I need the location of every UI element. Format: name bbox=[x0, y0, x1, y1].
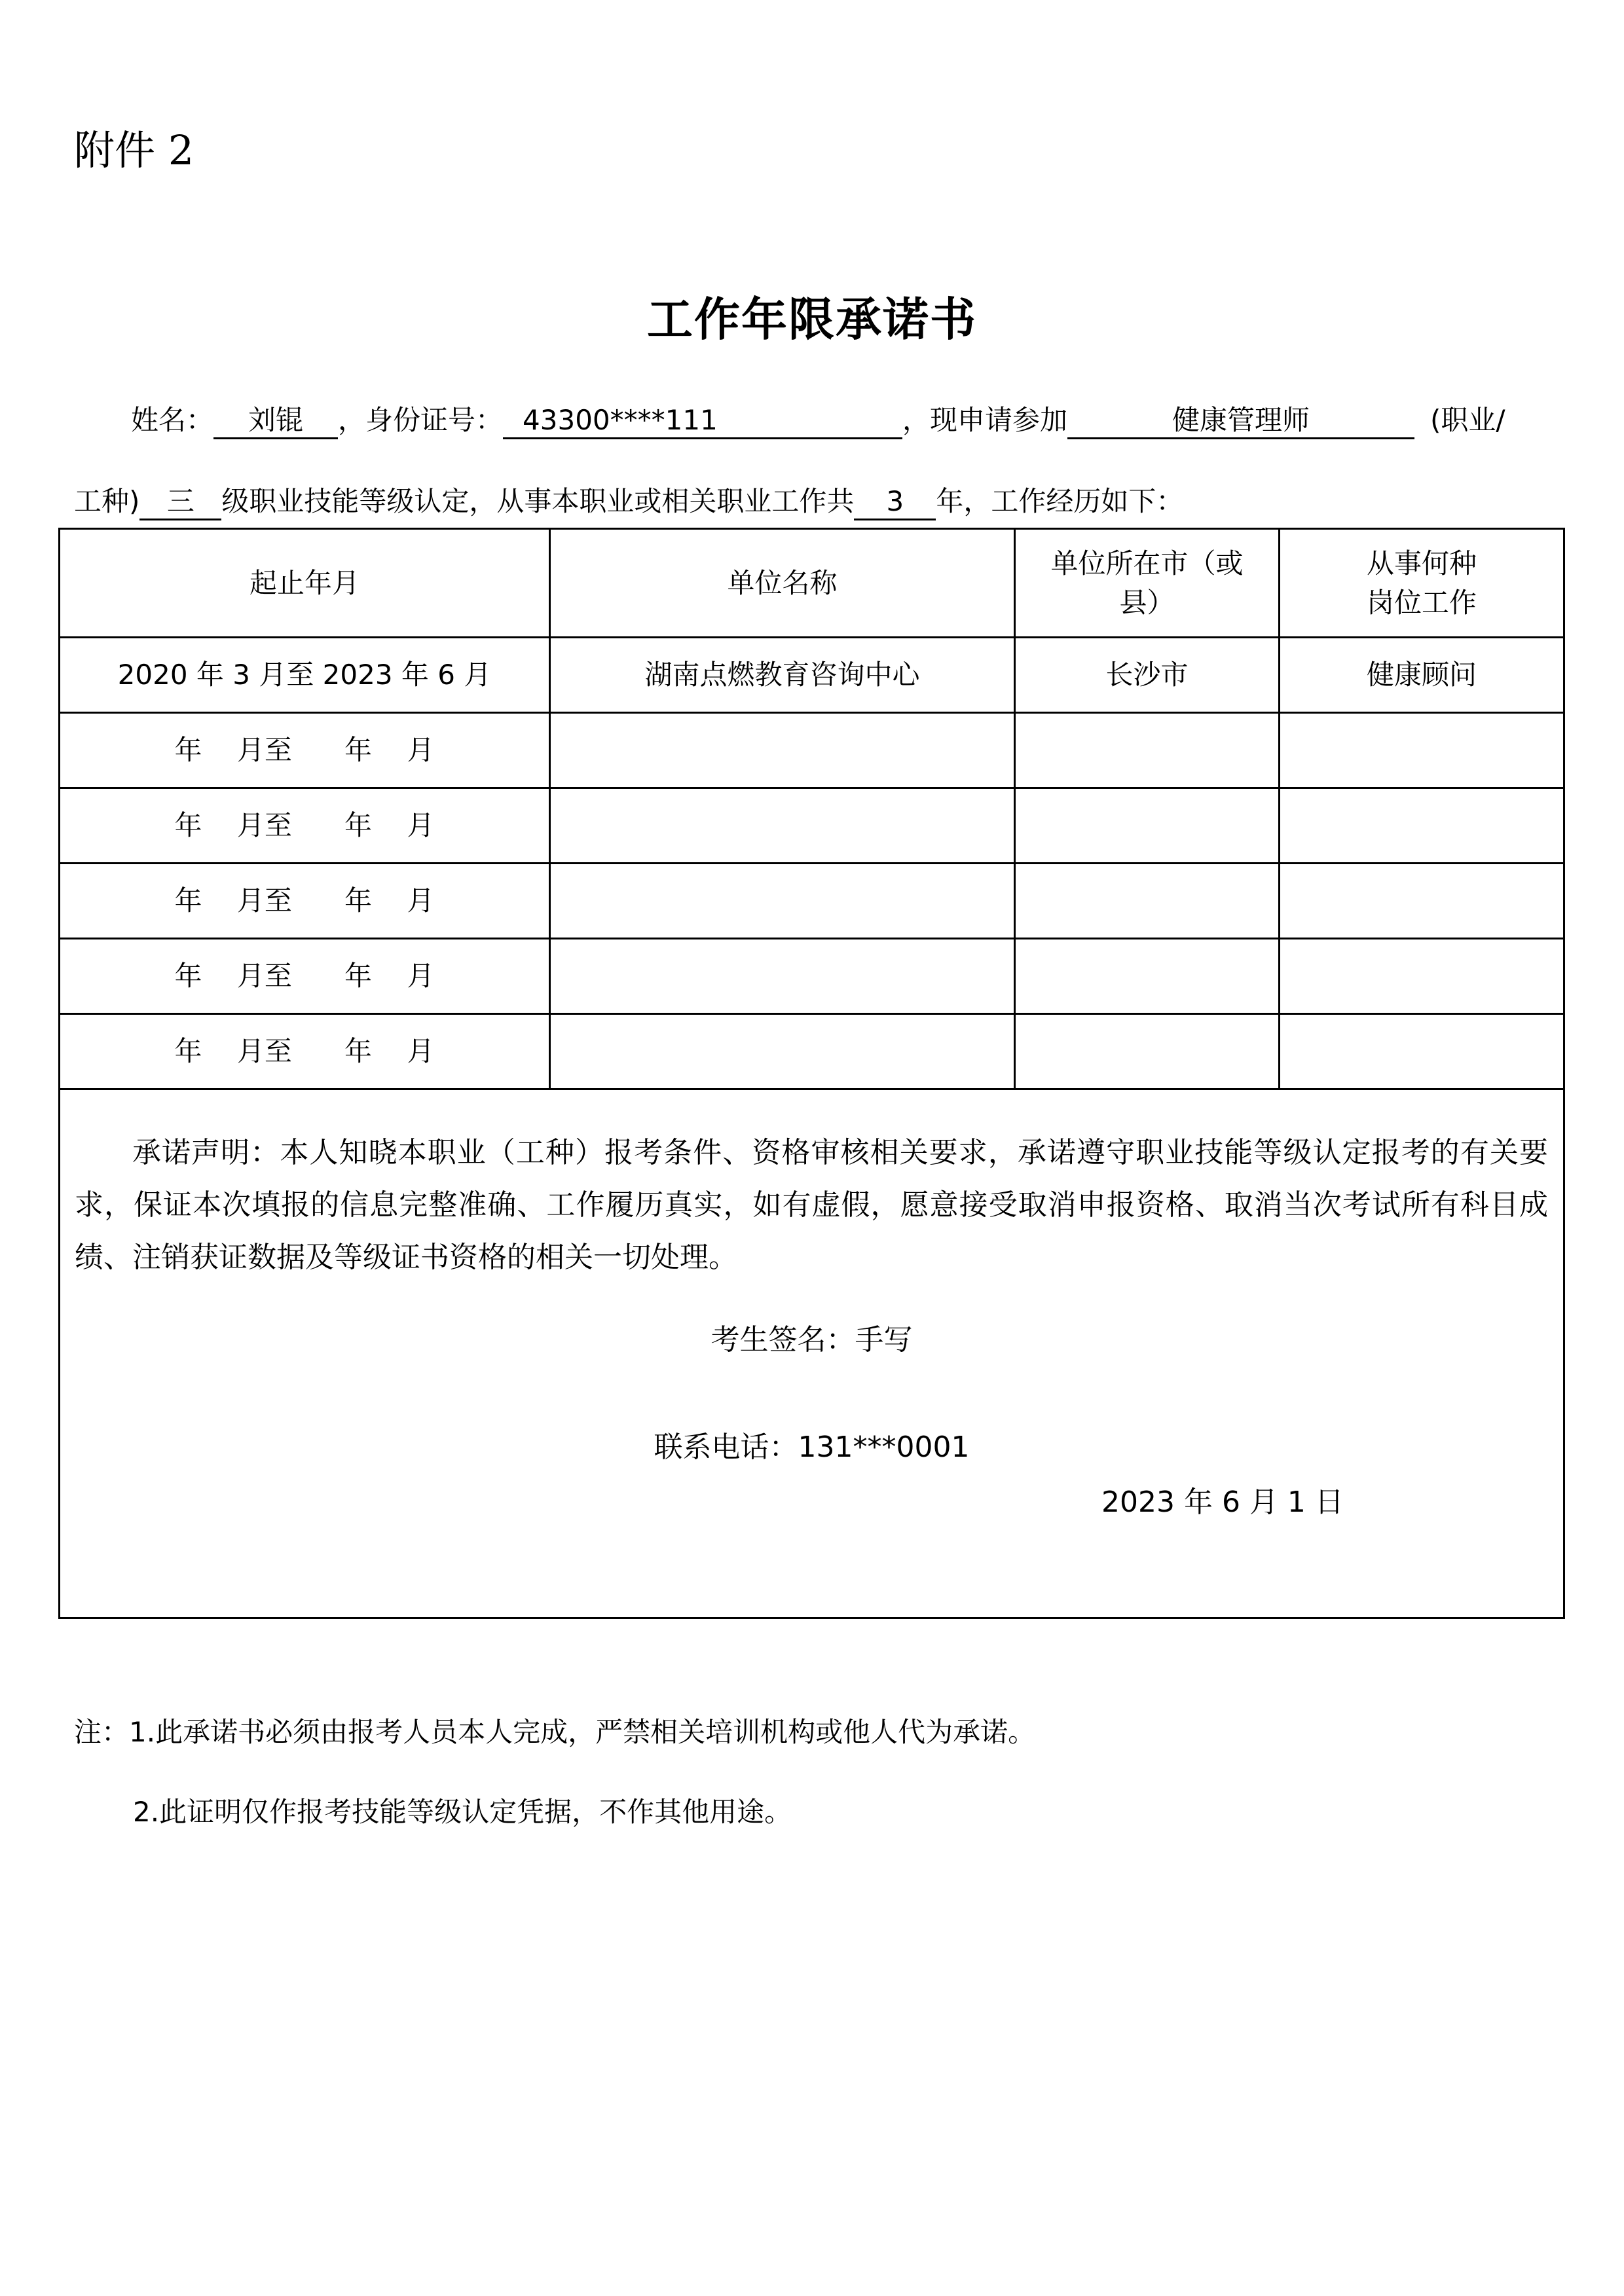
header-city: 单位所在市（或县） bbox=[1015, 529, 1280, 638]
table-row bbox=[60, 638, 1564, 713]
cell-position[interactable] bbox=[1280, 788, 1564, 864]
cell-position[interactable] bbox=[1280, 864, 1564, 939]
work-history-table bbox=[58, 528, 1565, 1619]
cell-period[interactable]: 年 月至 年 月 bbox=[60, 939, 550, 1014]
cell-period[interactable]: 年 月至 年 月 bbox=[60, 864, 550, 939]
contact-phone[interactable]: 联系电话：131***0001 bbox=[654, 1430, 970, 1464]
table-row bbox=[60, 788, 1564, 864]
cell-unit[interactable] bbox=[550, 864, 1015, 939]
table-row bbox=[60, 713, 1564, 788]
cell-city[interactable] bbox=[1015, 713, 1280, 788]
table-row bbox=[60, 939, 1564, 1014]
occupation-field[interactable]: 健康管理师 bbox=[1067, 403, 1414, 439]
header-position: 从事何种岗位工作 bbox=[1280, 529, 1564, 638]
name-label: 姓名： bbox=[131, 404, 214, 436]
pledge-statement: 承诺声明：本人知晓本职业（工种）报考条件、资格审核相关要求，承诺遵守职业技能等级认定报考的有关要求，保证本次填报的信息完整准确、工作履历真实，如有虚假，愿意接受取消申报资格、取消当次考试所有科目成绩、注销获证数据及等级证书资格的相关一切处理。 bbox=[75, 1136, 1548, 1274]
cell-city[interactable] bbox=[1015, 788, 1280, 864]
candidate-signature[interactable]: 考生签名：手写 bbox=[710, 1323, 913, 1357]
cell-city[interactable] bbox=[1015, 939, 1280, 1014]
table-header-row bbox=[60, 529, 1564, 638]
header-unit: 单位名称 bbox=[550, 529, 1015, 638]
years-field[interactable]: 3 bbox=[854, 484, 936, 520]
occupation-suffix: (职业/ bbox=[1430, 404, 1505, 436]
cell-period[interactable]: 年 月至 年 月 bbox=[60, 788, 550, 864]
line2-prefix: 工种) bbox=[74, 485, 140, 517]
note-2: 2.此证明仅作报考技能等级认定凭据，不作其他用途。 bbox=[133, 1796, 792, 1828]
cell-unit[interactable]: 湖南点燃教育咨询中心 bbox=[550, 638, 1015, 713]
intro-line-1 bbox=[131, 401, 1505, 440]
id-number-field[interactable]: 43300****111 bbox=[503, 403, 902, 439]
cell-unit[interactable] bbox=[550, 939, 1015, 1014]
cell-position[interactable] bbox=[1280, 939, 1564, 1014]
table-row bbox=[60, 1014, 1564, 1089]
cell-unit[interactable] bbox=[550, 788, 1015, 864]
cell-city[interactable]: 长沙市 bbox=[1015, 638, 1280, 713]
attachment-label: 附件 2 bbox=[74, 126, 194, 174]
intro-line-2 bbox=[74, 482, 1183, 521]
pledge-date[interactable]: 2023 年 6 月 1 日 bbox=[1101, 1485, 1344, 1519]
note-1: 注：1.此承诺书必须由报考人员本人完成，严禁相关培训机构或他人代为承诺。 bbox=[74, 1716, 1036, 1748]
cell-city[interactable] bbox=[1015, 1014, 1280, 1089]
cell-unit[interactable] bbox=[550, 1014, 1015, 1089]
cell-position[interactable] bbox=[1280, 1014, 1564, 1089]
header-period: 起止年月 bbox=[60, 529, 550, 638]
cell-period[interactable]: 年 月至 年 月 bbox=[60, 1014, 550, 1089]
page-title: 工作年限承诺书 bbox=[647, 292, 977, 346]
cell-position[interactable]: 健康顾问 bbox=[1280, 638, 1564, 713]
cell-city[interactable] bbox=[1015, 864, 1280, 939]
cell-unit[interactable] bbox=[550, 713, 1015, 788]
level-field[interactable]: 三 bbox=[139, 484, 221, 520]
cell-position[interactable] bbox=[1280, 713, 1564, 788]
years-suffix: 年，工作经历如下： bbox=[936, 485, 1184, 517]
apply-label: ，现申请参加 bbox=[902, 404, 1068, 436]
pledge-cell bbox=[60, 1089, 1564, 1618]
cell-period[interactable]: 年 月至 年 月 bbox=[60, 713, 550, 788]
pledge-row bbox=[60, 1089, 1564, 1618]
table-row bbox=[60, 864, 1564, 939]
name-field[interactable]: 刘锟 bbox=[213, 403, 338, 439]
level-suffix: 级职业技能等级认定，从事本职业或相关职业工作共 bbox=[221, 485, 855, 517]
cell-period[interactable]: 2020 年 3 月至 2023 年 6 月 bbox=[60, 638, 550, 713]
id-label: ，身份证号： bbox=[338, 404, 504, 436]
